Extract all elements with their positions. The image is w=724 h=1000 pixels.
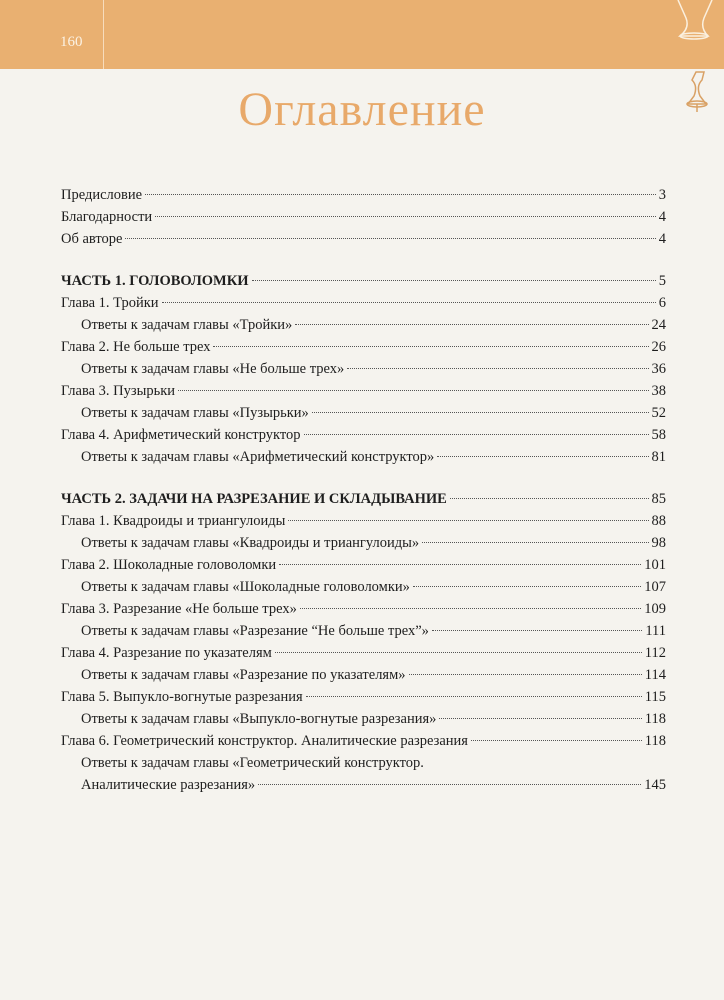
dot-leader <box>312 412 649 413</box>
toc-entry[interactable] <box>61 731 666 752</box>
toc-subentry[interactable] <box>81 315 666 336</box>
toc-page-number: 4 <box>658 209 666 225</box>
dot-leader <box>275 652 642 653</box>
toc-page-number: 52 <box>651 405 666 421</box>
toc-entry[interactable] <box>61 381 666 402</box>
toc-page-number: 112 <box>644 645 666 661</box>
dot-leader <box>300 608 641 609</box>
toc-page-number: 98 <box>651 535 666 551</box>
toc-entry-title: Ответы к задачам главы «Разрезание по указателям» <box>81 667 406 683</box>
toc-subentry[interactable] <box>81 621 666 642</box>
toc-subentry[interactable] <box>81 447 666 468</box>
toc-entry-title: Глава 2. Шоколадные головоломки <box>61 557 277 573</box>
toc-entry-title: Глава 3. Пузырьки <box>61 383 176 399</box>
toc-entry-title: ЧАСТЬ 1. ГОЛОВОЛОМКИ <box>61 273 249 289</box>
dot-leader <box>288 520 648 521</box>
toc-page-number: 145 <box>644 777 666 793</box>
toc-entry-title: Ответы к задачам главы «Тройки» <box>81 317 293 333</box>
toc-subentry[interactable] <box>81 403 666 424</box>
toc-subentry[interactable] <box>81 665 666 686</box>
toc-part-heading[interactable] <box>61 489 666 510</box>
toc-page-number: 24 <box>651 317 666 333</box>
toc-page-number: 114 <box>644 667 666 683</box>
toc-entry-title: Аналитические разрезания» <box>81 777 256 793</box>
toc-page-number: 58 <box>651 427 666 443</box>
dot-leader <box>471 740 642 741</box>
toc-entry-title: Глава 5. Выпукло-вогнутые разрезания <box>61 689 303 705</box>
toc-entry-title: Глава 1. Квадроиды и триангулоиды <box>61 513 286 529</box>
dot-leader <box>413 586 641 587</box>
toc-page-number: 5 <box>658 273 666 289</box>
dot-leader <box>347 368 648 369</box>
toc-subentry[interactable] <box>81 753 666 774</box>
toc-entry[interactable] <box>61 185 666 206</box>
toc-page-number: 81 <box>651 449 666 465</box>
toc-entry-title: Предисловие <box>61 187 143 203</box>
dot-leader <box>125 238 655 239</box>
toc-entry[interactable] <box>61 293 666 314</box>
toc-part-heading[interactable] <box>61 271 666 292</box>
toc-entry[interactable] <box>61 207 666 228</box>
toc-entry-title: Благодарности <box>61 209 153 225</box>
toc-entry-title: Ответы к задачам главы «Шоколадные головоломки» <box>81 579 410 595</box>
dot-leader <box>252 280 656 281</box>
dot-leader <box>437 456 648 457</box>
dot-leader <box>145 194 656 195</box>
toc-page-number: 88 <box>651 513 666 529</box>
toc-entry[interactable] <box>61 229 666 250</box>
toc-entry[interactable] <box>61 511 666 532</box>
toc-entry-title: Ответы к задачам главы «Арифметический конструктор» <box>81 449 435 465</box>
toc-entry-title: Глава 1. Тройки <box>61 295 159 311</box>
toc-entry-title: Ответы к задачам главы «Не больше трех» <box>81 361 345 377</box>
toc-page-number: 85 <box>651 491 666 507</box>
toc-entry-title: Об авторе <box>61 231 123 247</box>
toc-page-number: 118 <box>644 733 666 749</box>
toc-page-number: 36 <box>651 361 666 377</box>
dot-leader <box>432 630 642 631</box>
dot-leader <box>213 346 648 347</box>
toc-entry-title: ЧАСТЬ 2. ЗАДАЧИ НА РАЗРЕЗАНИЕ И СКЛАДЫВАНИЕ <box>61 491 447 507</box>
toc-entry-title: Ответы к задачам главы «Геометрический конструктор. <box>81 755 424 771</box>
dot-leader <box>162 302 656 303</box>
toc-entry-title: Глава 6. Геометрический конструктор. Аналитические разрезания <box>61 733 468 749</box>
dot-leader <box>155 216 656 217</box>
toc-entry-title: Ответы к задачам главы «Квадроиды и триангулоиды» <box>81 535 420 551</box>
dot-leader <box>450 498 649 499</box>
toc-entry-title: Ответы к задачам главы «Разрезание “Не больше трех”» <box>81 623 429 639</box>
page-number: 160 <box>60 34 83 50</box>
toc-page-number: 107 <box>644 579 666 595</box>
toc-page-number: 3 <box>658 187 666 203</box>
toc-entry[interactable] <box>61 687 666 708</box>
toc-page-number: 118 <box>644 711 666 727</box>
toc-entry[interactable] <box>61 337 666 358</box>
toc-entry-title: Ответы к задачам главы «Выпукло-вогнутые разрезания» <box>81 711 437 727</box>
toc-page-number: 111 <box>645 623 666 639</box>
toc-entry[interactable] <box>61 425 666 446</box>
dot-leader <box>258 784 641 785</box>
toc-subentry[interactable] <box>81 577 666 598</box>
dot-leader <box>178 390 648 391</box>
toc-entry-title: Глава 4. Разрезание по указателям <box>61 645 272 661</box>
dot-leader <box>295 324 648 325</box>
dot-leader <box>439 718 641 719</box>
dot-leader <box>304 434 649 435</box>
toc-subentry[interactable] <box>81 775 666 796</box>
toc-subentry[interactable] <box>81 533 666 554</box>
toc-entry-title: Ответы к задачам главы «Пузырьки» <box>81 405 309 421</box>
toc-subentry[interactable] <box>81 709 666 730</box>
toc-entry-title: Глава 3. Разрезание «Не больше трех» <box>61 601 297 617</box>
dot-leader <box>409 674 642 675</box>
toc-page-number: 101 <box>644 557 666 573</box>
dot-leader <box>422 542 648 543</box>
toc-entry[interactable] <box>61 643 666 664</box>
toc-page-number: 4 <box>658 231 666 247</box>
toc-entry-title: Глава 2. Не больше трех <box>61 339 211 355</box>
toc-entry[interactable] <box>61 555 666 576</box>
toc-entry[interactable] <box>61 599 666 620</box>
toc-page-number: 26 <box>651 339 666 355</box>
toc-page-number: 38 <box>651 383 666 399</box>
toc-page-number: 6 <box>658 295 666 311</box>
dot-leader <box>306 696 642 697</box>
toc-subentry[interactable] <box>81 359 666 380</box>
toc-page-number: 109 <box>644 601 666 617</box>
page-title: Оглавление <box>238 83 486 136</box>
dot-leader <box>279 564 641 565</box>
toc-page-number: 115 <box>644 689 666 705</box>
toc-entry-title: Глава 4. Арифметический конструктор <box>61 427 301 443</box>
